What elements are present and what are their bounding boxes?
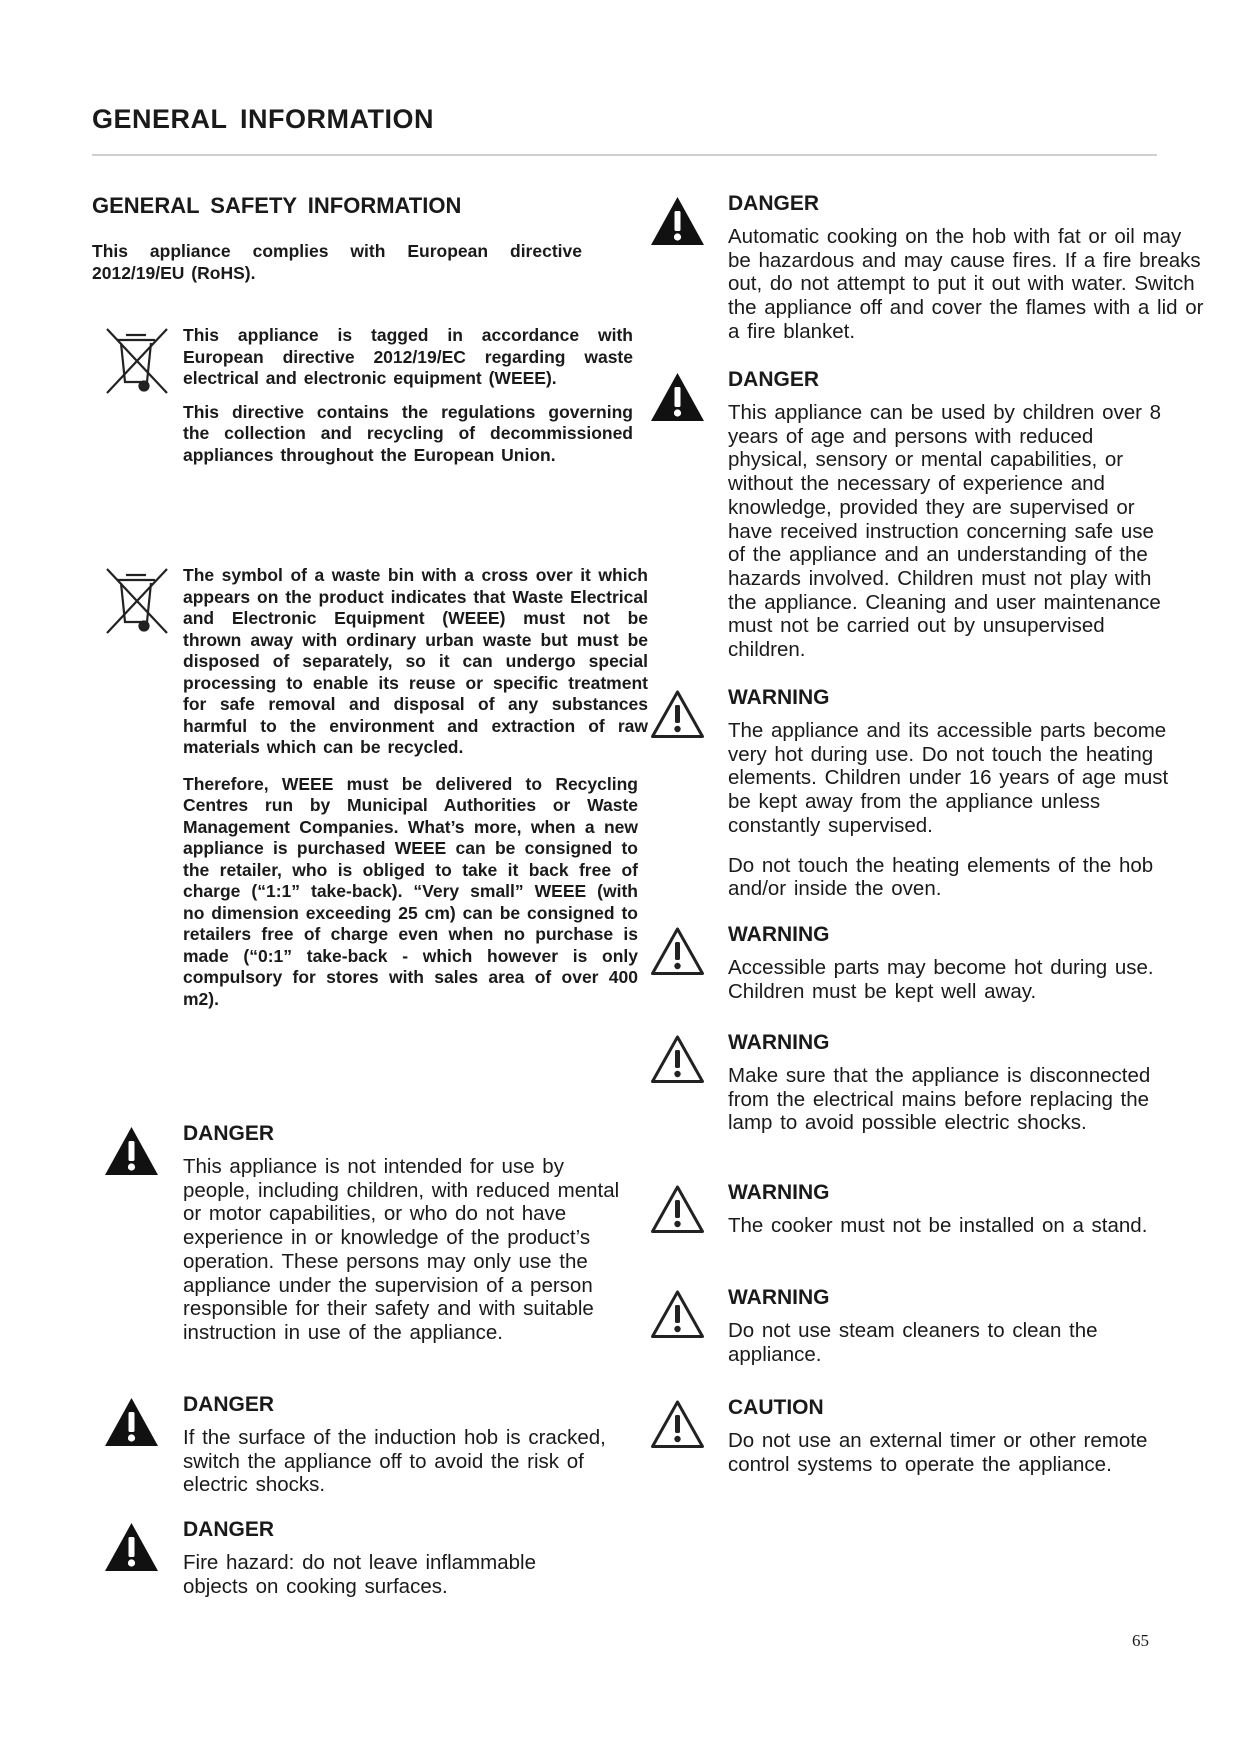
notice-title: WARNING	[728, 923, 830, 946]
notice-title: DANGER	[728, 368, 820, 391]
weee-recycling-text: Therefore, WEEE must be delivered to Recycling Centres run by Municipal Authorities or Waste Management Companies. What’s more, when a new appliance is purchased WEEE can be consigned to the retailer, who is obliged to take it back free of charge (“1:1” take-back). “Very small” WEEE (with no dimension exceeding 25 cm) can be consigned to retailers free of charge even when no purchase is made (“0:1” take-back - which however is only compulsory for stores with sales area of over 400 m2).	[183, 773, 638, 1009]
warning-outline-triangle-icon	[649, 1183, 706, 1235]
warning-outline-triangle-icon	[649, 1398, 706, 1450]
warning-outline-triangle-icon	[649, 688, 706, 740]
notice-text: Automatic cooking on the hob with fat or oil may be hazardous and may cause fires. If a fire breaks out, do not attempt to put it out with water. Switch the appliance off and cover the flames with a lid or a fire blanket.	[728, 225, 1204, 343]
weee-directive-text: This appliance is tagged in accordance with European directive 2012/19/EC regarding waste electrical and electronic equipment (WEEE).	[183, 325, 633, 388]
page-number: 65	[1132, 1631, 1149, 1650]
page-title: GENERAL INFORMATION	[92, 104, 434, 134]
notice-title: DANGER	[183, 1518, 275, 1541]
weee-regulations-text: This directive contains the regulations governing the collection and recycling of decommissioned appliances throughout the European Union.	[183, 401, 633, 465]
notice-text-additional: Do not touch the heating elements of the hob and/or inside the oven.	[728, 853, 1154, 901]
notice-title: WARNING	[728, 1286, 830, 1309]
danger-filled-triangle-icon	[103, 1521, 160, 1573]
notice-title: WARNING	[728, 1031, 830, 1054]
notice-text: Do not use an external timer or other remote control systems to operate the appliance.	[728, 1429, 1148, 1476]
warning-outline-triangle-icon	[649, 1288, 706, 1340]
notice-title: CAUTION	[728, 1396, 824, 1419]
danger-filled-triangle-icon	[103, 1396, 160, 1448]
notice-text: Fire hazard: do not leave inflammable objects on cooking surfaces.	[183, 1551, 536, 1598]
notice-title: WARNING	[728, 1181, 830, 1204]
notice-title: DANGER	[183, 1393, 275, 1416]
notice-title: DANGER	[183, 1122, 275, 1145]
danger-filled-triangle-icon	[649, 195, 706, 247]
section-heading: GENERAL SAFETY INFORMATION	[92, 193, 462, 218]
rohs-compliance-text: This appliance complies with European directive 2012/19/EU (RoHS).	[92, 241, 582, 283]
notice-text: Make sure that the appliance is disconnected from the electrical mains before replacing the lamp to avoid possible electric shocks.	[728, 1064, 1151, 1135]
notice-text: The cooker must not be installed on a stand.	[728, 1214, 1148, 1237]
warning-outline-triangle-icon	[649, 925, 706, 977]
weee-symbol-text: The symbol of a waste bin with a cross over it which appears on the product indicates that Waste Electrical and Electronic Equipment (WEEE) must not be thrown away with ordinary urban waste but must be disposed of separately, so it can undergo special processing to enable its reuse or specific treatment for safe removal and disposal of any substances harmful to the environment and extraction of raw materials which can be recycled.	[183, 565, 648, 757]
crossed-out-wheelie-bin-icon	[104, 566, 170, 636]
notice-text: Do not use steam cleaners to clean the appliance.	[728, 1319, 1098, 1366]
notice-text: This appliance is not intended for use by people, including children, with reduced mental or motor capabilities, or who do not have experience in or knowledge of the product’s operation. These persons may only use the appliance under the supervision of a person responsible for their safety and with suitable instruction in use of the appliance.	[183, 1155, 620, 1344]
danger-filled-triangle-icon	[103, 1125, 160, 1177]
warning-outline-triangle-icon	[649, 1033, 706, 1085]
notice-text: Accessible parts may become hot during use. Children must be kept well away.	[728, 956, 1154, 1003]
notice-text: If the surface of the induction hob is cracked, switch the appliance off to avoid the risk of electric shocks.	[183, 1426, 606, 1497]
notice-text: This appliance can be used by children over 8 years of age and persons with reduced physical, sensory or mental capabilities, or without the necessary of experience and knowledge, provided they are supervised or have received instruction concerning safe use of the appliance and an understanding of the hazards involved. Children must not play with the appliance. Cleaning and user maintenance must not be carried out by unsupervised children.	[728, 401, 1162, 662]
danger-filled-triangle-icon	[649, 371, 706, 423]
notice-text: The appliance and its accessible parts become very hot during use. Do not touch the heating elements. Children under 16 years of age must be kept away from the appliance unless constantly supervised.	[728, 719, 1169, 837]
header-divider	[92, 154, 1157, 156]
crossed-out-wheelie-bin-icon	[104, 326, 170, 396]
notice-title: DANGER	[728, 192, 820, 215]
notice-title: WARNING	[728, 686, 830, 709]
